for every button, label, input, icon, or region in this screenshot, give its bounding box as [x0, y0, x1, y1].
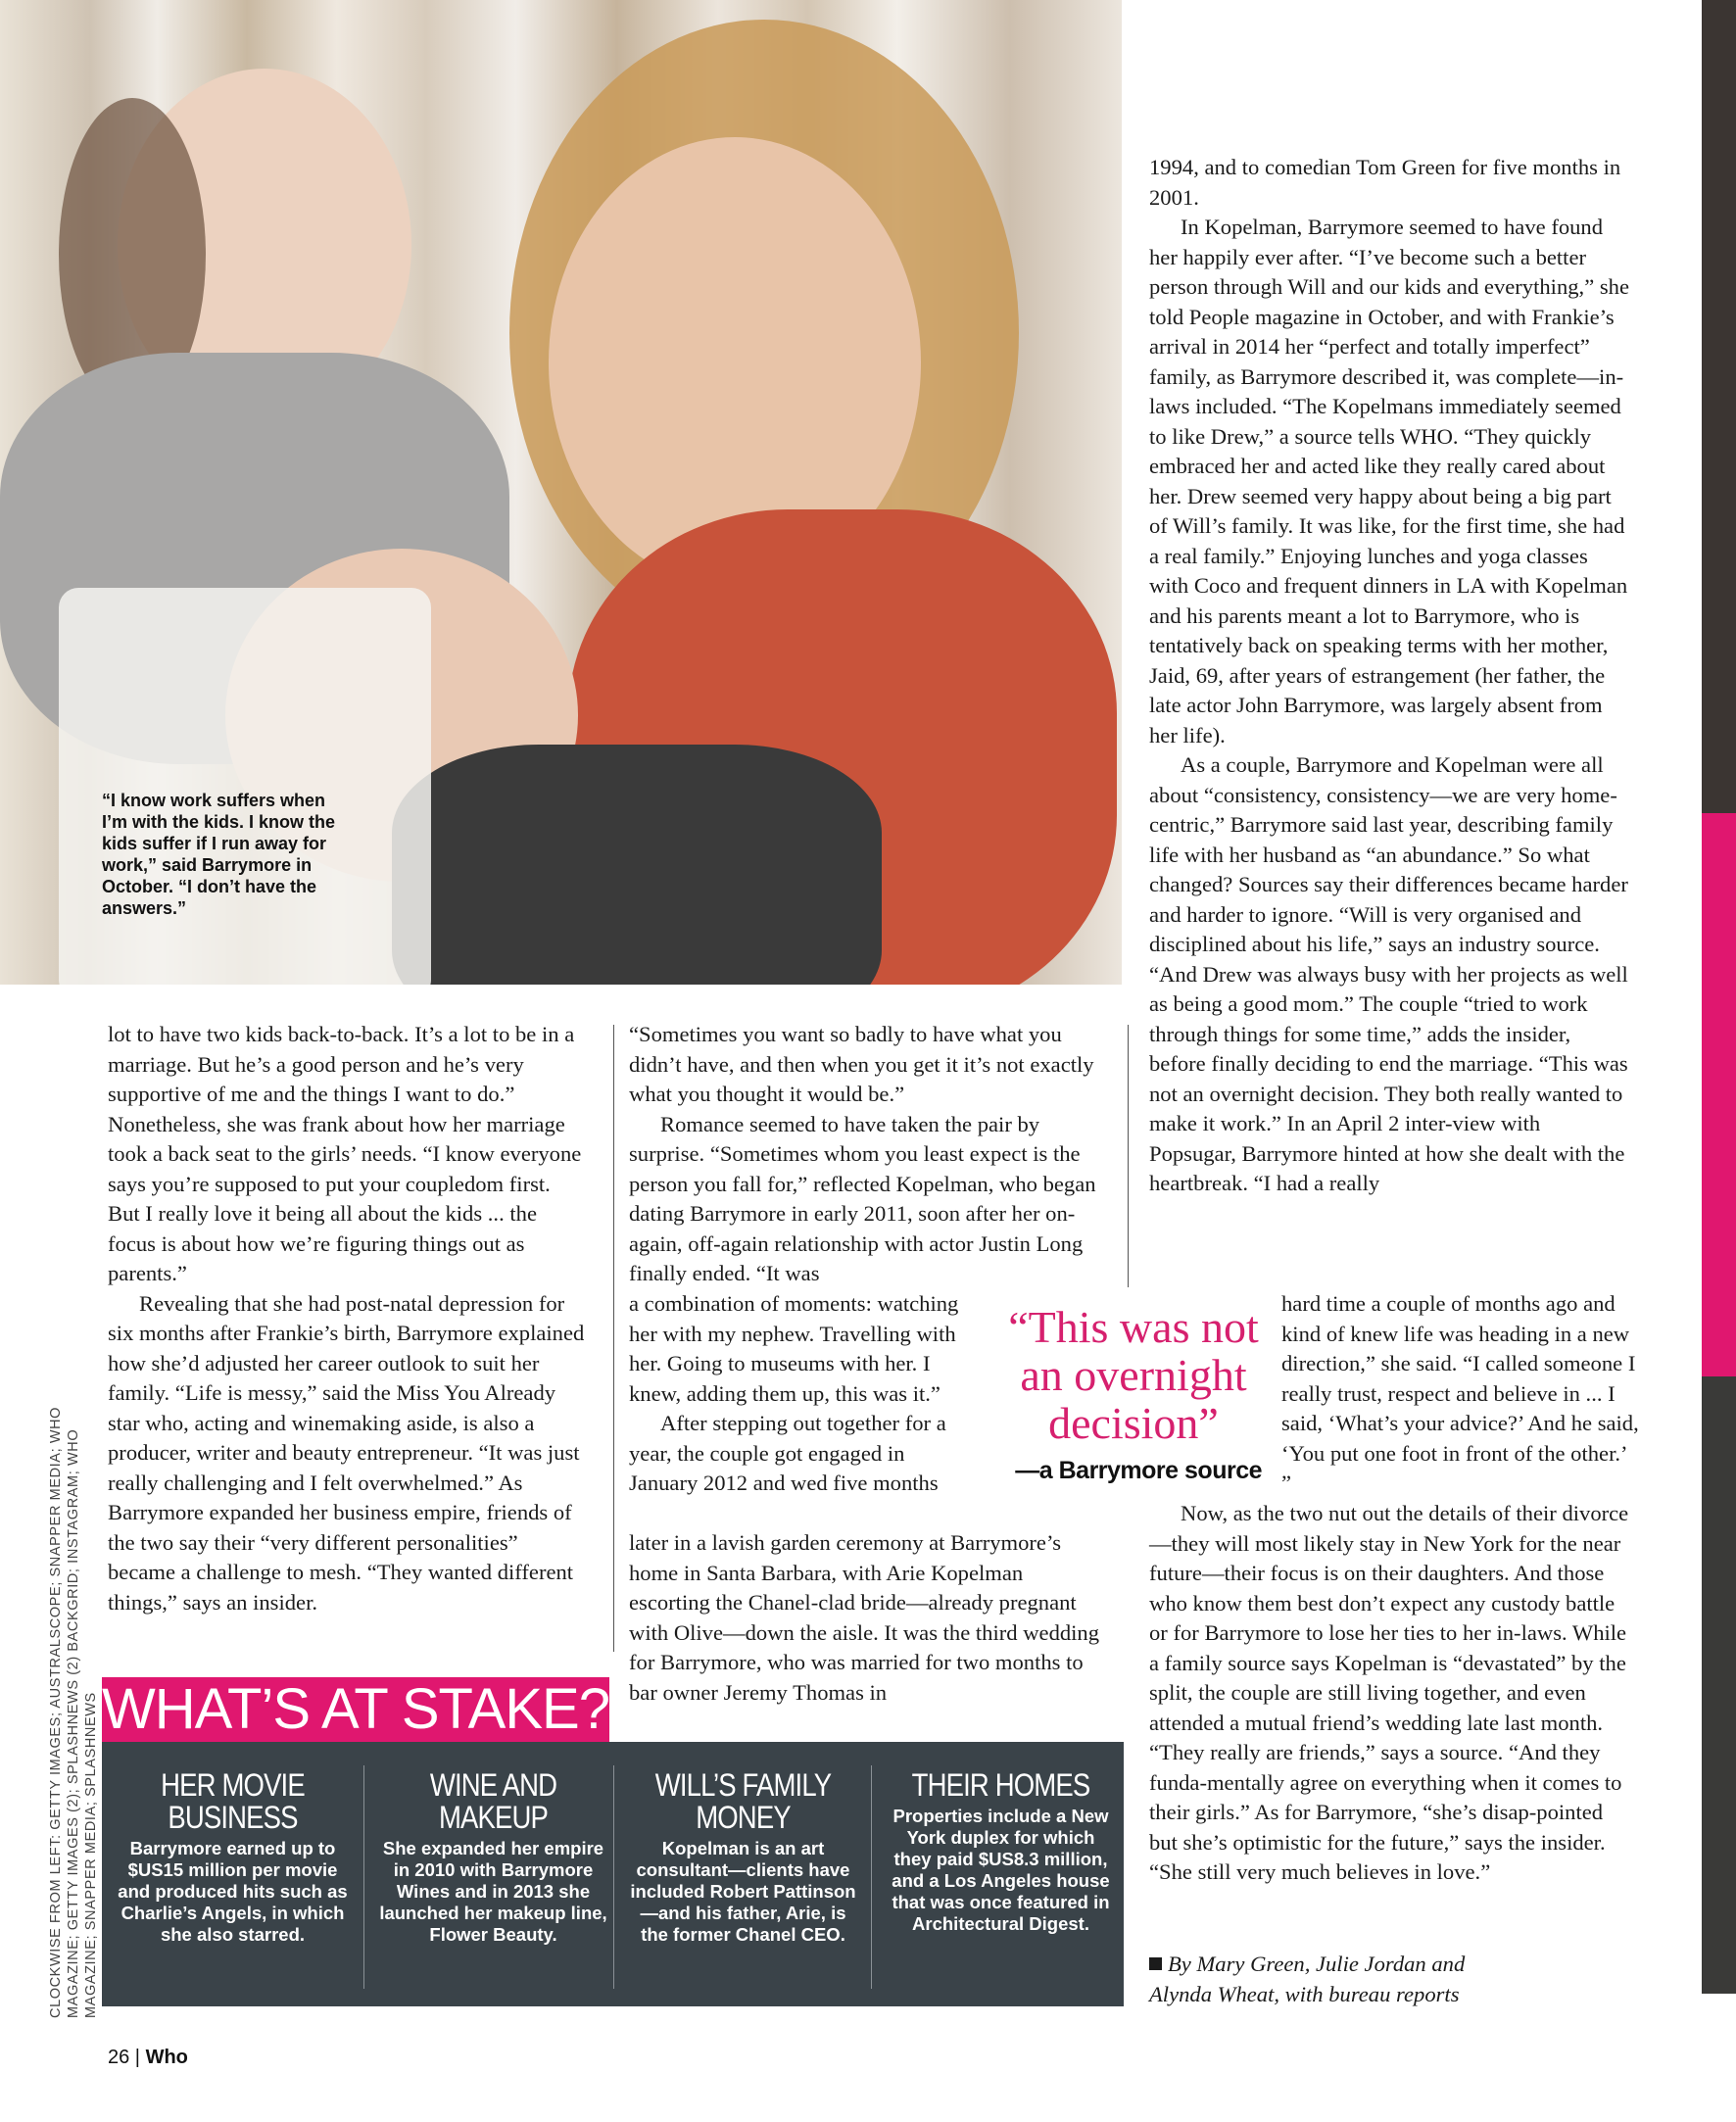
article-column-3	[1149, 153, 1631, 1199]
paragraph: 1994, and to comedian Tom Green for five months in 2001.	[1149, 155, 1621, 210]
stake-item-title: HER MOVIE BUSINESS	[161, 1767, 305, 1835]
paragraph: In Kopelman, Barrymore seemed to have found her happily ever after. “I’ve become such a better person through Will and our kids and everything,” she told People magazine in October, and with Frankie’s arrival in 2014 her “perfect and totally imperfect” family, as Barrymore described it, was complete—in-laws included. “The Kopelmans immediately seemed to like Drew,” a source tells WHO. “They quickly embraced her and acted like they really cared about her. Drew seemed very happy about being a big part of Will’s family. It was like, for the first time, she had a real family.” Enjoying lunches and yoga classes with Coco and frequent dinners in LA with Kopelman and his parents meant a lot to Barrymore, who is tentatively back on speaking terms with her mother, Jaid, 69, after years of estrangement (her father, the late actor John Barrymore, was largely absent from her life).	[1149, 215, 1629, 748]
paragraph: As a couple, Barrymore and Kopelman were all about “consistency, consistency—we are very home-centric,” Barrymore said last year, describing family life with her husband as “an abundance.” So what changed? Sources say their differences became harder and harder to ignore. “Will is very organised and disciplined about his life,” says an industry source. “And Drew was always busy with her projects as well as being a good mom.” The couple “tried to work through things for some time,” adds the insider, before finally deciding to end the marriage. “This was not an overnight decision. They both really wanted to make it work.” In an April 2 inter-view with Popsugar, Barrymore hinted at how she dealt with the heartbreak. “I had a really	[1149, 752, 1628, 1195]
column-rule	[1128, 1025, 1129, 1287]
stake-item-homes	[886, 1769, 1116, 1935]
paragraph: “Sometimes you want so badly to have what you didn’t have, and then when you get it it’s not exactly what you thought it would be.”	[629, 1022, 1094, 1106]
stake-item-movie	[118, 1769, 348, 1946]
stake-item-title: WINE AND MAKEUP	[429, 1767, 557, 1835]
article-column-3-bottom	[1149, 1499, 1631, 1888]
paragraph: lot to have two kids back-to-back. It’s a lot to be in a marriage. But he’s a good person and he’s very supportive of me and the things I want to do.” Nonetheless, she was frank about how her marriage took a back seat to the girls’ needs. “I know everyone says you’re supposed to put your coupledom first. But I really love it being all about the kids ... the focus is about how we’re figuring things out as parents.”	[108, 1022, 582, 1285]
stake-divider	[613, 1765, 614, 1989]
stake-item-title: WILL’S FAMILY MONEY	[654, 1767, 832, 1835]
end-square-icon	[1149, 1957, 1162, 1970]
article-column-2-bottom	[629, 1528, 1109, 1708]
stake-item-text: She expanded her empire in 2010 with Barrymore Wines and in 2013 she launched her makeup line, Flower Beauty.	[379, 1838, 607, 1945]
stake-divider	[871, 1765, 872, 1989]
byline-line-2: Alynda Wheat, with bureau reports	[1149, 1981, 1460, 2006]
paragraph: Romance seemed to have taken the pair by surprise. “Sometimes whom you least expect is the person you fall for,” reflected Kopelman, who began dating Barrymore in early 2011, soon after her on-again, off-again relationship with actor Justin Long finally ended. “It was	[629, 1111, 1096, 1285]
paragraph: a combination of moments: watching her with my nephew. Travelling with her. Going to museums with her. I knew, adding them up, this was it.”	[629, 1291, 959, 1406]
stake-item-money	[628, 1769, 858, 1946]
photo-credit: CLOCKWISE FROM LEFT: GETTY IMAGES; AUSTRALSCOPE; SNAPPER MEDIA; WHO MAGAZINE; GETTY IMAGES (2); SPLASHNEWS (2) BACKGRID; INSTAGRAM; WHO MAGAZINE; SNAPPER MEDIA; SPLASHNEWS	[48, 1406, 99, 2018]
pull-quote: “This was not an overnight decision”	[1008, 1302, 1259, 1448]
paragraph: Revealing that she had post-natal depression for six months after Frankie’s birth, Barrymore explained how she’d adjusted her career outlook to suit her family. “Life is messy,” said the Miss You Already star who, acting and winemaking aside, is also a producer, writer and beauty entrepreneur. “It was just really challenging and I felt overwhelmed.” As Barrymore expanded her business empire, friends of the two say their “very different personalities” became a challenge to mesh. “They wanted different things,” says an insider.	[108, 1290, 585, 1615]
stake-box	[102, 1742, 1124, 2006]
stake-item-text: Barrymore earned up to $US15 million per movie and produced hits such as Charlie’s Angels, in which she also starred.	[118, 1838, 348, 1945]
article-column-2-wrap	[629, 1289, 967, 1499]
facing-page-photo	[1702, 0, 1736, 813]
stake-heading: WHAT’S AT STAKE?	[102, 1677, 609, 1741]
stake-item-text: Kopelman is an art consultant—clients have included Robert Pattinson—and his father, Arie, is the former Chanel CEO.	[630, 1838, 856, 1945]
column-rule	[613, 1025, 614, 1652]
page-folio: 26 | Who	[108, 2047, 188, 2068]
stake-divider	[363, 1765, 364, 1989]
stake-item-text: Properties include a New York duplex for which they paid $US8.3 million, and a Los Angeles house that was once featured in Architectural Digest.	[892, 1806, 1110, 1934]
stake-item-title: THEIR HOMES	[911, 1767, 1090, 1803]
article-column-3-wrap	[1281, 1289, 1639, 1499]
byline-line-1: By Mary Green, Julie Jordan and	[1168, 1952, 1466, 1976]
page-number: 26	[108, 2047, 130, 2068]
magazine-name: Who	[145, 2047, 188, 2068]
pull-quote-attribution: —a Barrymore source	[1015, 1457, 1262, 1484]
article-column-1	[108, 1020, 588, 1617]
paragraph: Now, as the two nut out the details of their divorce—they will most likely stay in New York for the near future—their focus is on their daughters. And those who know them best don’t expect any custody battle or for Barrymore to lose her ties to her in-laws. While a family source says Kopelman is “devastated” by the split, the couple are still living together, and even attended a mutual friend’s wedding late last month. “They really are friends,” says a source. “And they funda-mentally agree on everything when it comes to their girls.” As for Barrymore, “she’s disap-pointed but she’s optimistic for the future,” says the insider. “She still very much believes in love.”	[1149, 1501, 1629, 1884]
paragraph: later in a lavish garden ceremony at Barrymore’s home in Santa Barbara, with Arie Kopelman escorting the Chanel-clad bride—already pregnant with Olive—down the aisle. It was the third wedding for Barrymore, who was married for two months to bar owner Jeremy Thomas in	[629, 1530, 1100, 1705]
paragraph: After stepping out together for a year, the couple got engaged in January 2012 and wed five months	[629, 1411, 946, 1495]
article-column-2	[629, 1020, 1109, 1289]
paragraph: hard time a couple of months ago and kind of knew life was heading in a new direction,” she said. “I called someone I really trust, respect and believe in ... I said, ‘What’s your advice?’ And he said, ‘You put one foot in front of the other.’ ”	[1281, 1291, 1639, 1495]
photo-caption: “I know work suffers when I’m with the kids. I know the kids suffer if I run away for work,” said Barrymore in October. “I don’t have the answers.”	[102, 791, 336, 918]
byline	[1149, 1950, 1465, 2009]
facing-page-photo	[1702, 1376, 1736, 1994]
facing-page-edge	[1702, 813, 1736, 1376]
stake-item-wine	[378, 1769, 608, 1946]
